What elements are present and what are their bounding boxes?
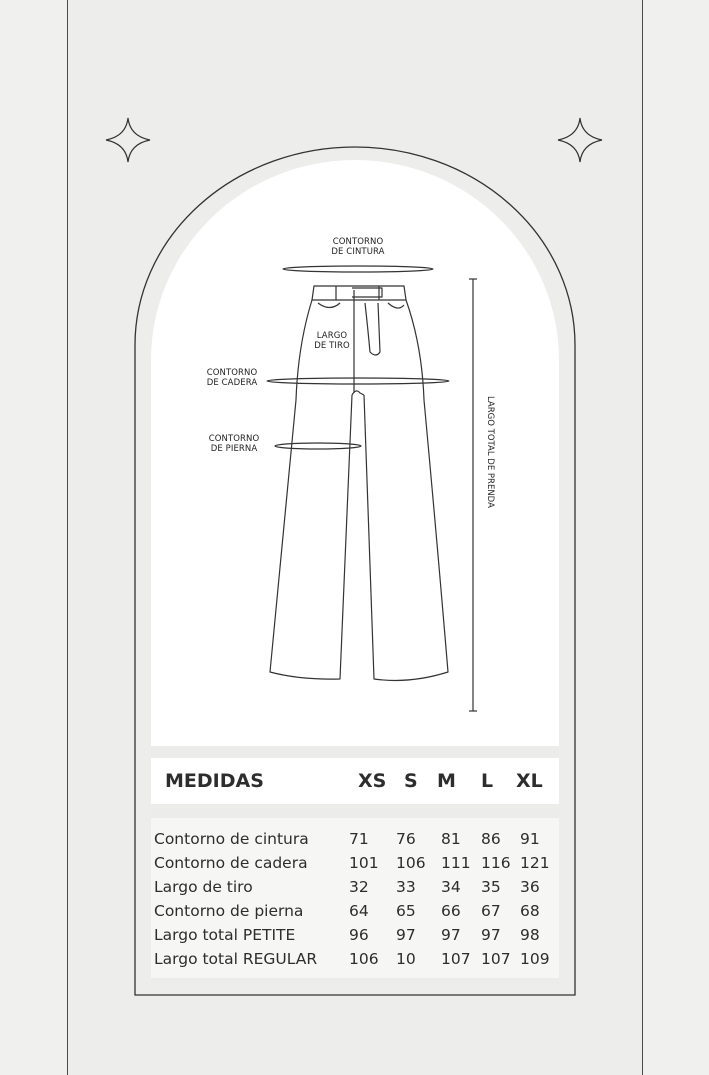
leg-label — [194, 434, 274, 454]
row-label: Largo total PETITE — [154, 926, 296, 944]
cell-xs: 32 — [349, 878, 369, 896]
cell-m: 107 — [441, 950, 471, 968]
hip-label-line1: CONTORNO — [206, 368, 258, 378]
cell-xs: 96 — [349, 926, 369, 944]
size-table-header — [151, 758, 559, 804]
sparkle-icon-right — [558, 118, 602, 162]
leg-label-line2: DE PIERNA — [210, 444, 258, 454]
size-table-body — [151, 818, 559, 978]
hip-label — [192, 368, 272, 388]
table-row — [151, 902, 559, 926]
rise-label — [301, 331, 363, 351]
cell-xl: 91 — [520, 830, 540, 848]
cell-s: 106 — [396, 854, 426, 872]
cell-l: 86 — [481, 830, 501, 848]
size-header-xl: XL — [516, 770, 543, 792]
cell-l: 107 — [481, 950, 511, 968]
table-title: MEDIDAS — [165, 770, 264, 792]
row-label: Contorno de pierna — [154, 902, 304, 920]
cell-xs: 101 — [349, 854, 379, 872]
cell-s: 65 — [396, 902, 416, 920]
cell-s: 10 — [396, 950, 416, 968]
waist-label — [318, 237, 398, 257]
size-header-l: L — [481, 770, 494, 792]
total-length-label: LARGO TOTAL DE PRENDA — [485, 396, 495, 508]
cell-xs: 71 — [349, 830, 369, 848]
cell-xl: 109 — [520, 950, 550, 968]
cell-l: 97 — [481, 926, 501, 944]
waist-label-line1: CONTORNO — [332, 237, 384, 247]
cell-xl: 36 — [520, 878, 540, 896]
row-label: Contorno de cadera — [154, 854, 308, 872]
cell-l: 116 — [481, 854, 511, 872]
row-label: Largo total REGULAR — [154, 950, 318, 968]
cell-s: 97 — [396, 926, 416, 944]
size-header-s: S — [404, 770, 418, 792]
leg-label-line1: CONTORNO — [208, 434, 260, 444]
cell-xl: 98 — [520, 926, 540, 944]
table-row — [151, 878, 559, 902]
cell-m: 81 — [441, 830, 461, 848]
table-row — [151, 926, 559, 950]
cell-l: 35 — [481, 878, 501, 896]
cell-s: 33 — [396, 878, 416, 896]
size-header-xs: XS — [358, 770, 387, 792]
cell-xl: 121 — [520, 854, 550, 872]
table-row — [151, 854, 559, 878]
sparkle-icon-left — [106, 118, 150, 162]
cell-m: 111 — [441, 854, 471, 872]
cell-xs: 106 — [349, 950, 379, 968]
table-row — [151, 830, 559, 854]
cell-xs: 64 — [349, 902, 369, 920]
cell-l: 67 — [481, 902, 501, 920]
rise-label-line2: DE TIRO — [314, 341, 350, 351]
rise-label-line1: LARGO — [316, 331, 348, 341]
row-label: Largo de tiro — [154, 878, 253, 896]
cell-m: 66 — [441, 902, 461, 920]
waist-label-line2: DE CINTURA — [331, 247, 385, 257]
cell-m: 97 — [441, 926, 461, 944]
size-header-m: M — [437, 770, 456, 792]
cell-s: 76 — [396, 830, 416, 848]
cell-xl: 68 — [520, 902, 540, 920]
row-label: Contorno de cintura — [154, 830, 309, 848]
cell-m: 34 — [441, 878, 461, 896]
table-row — [151, 950, 559, 974]
hip-label-line2: DE CADERA — [206, 378, 258, 388]
